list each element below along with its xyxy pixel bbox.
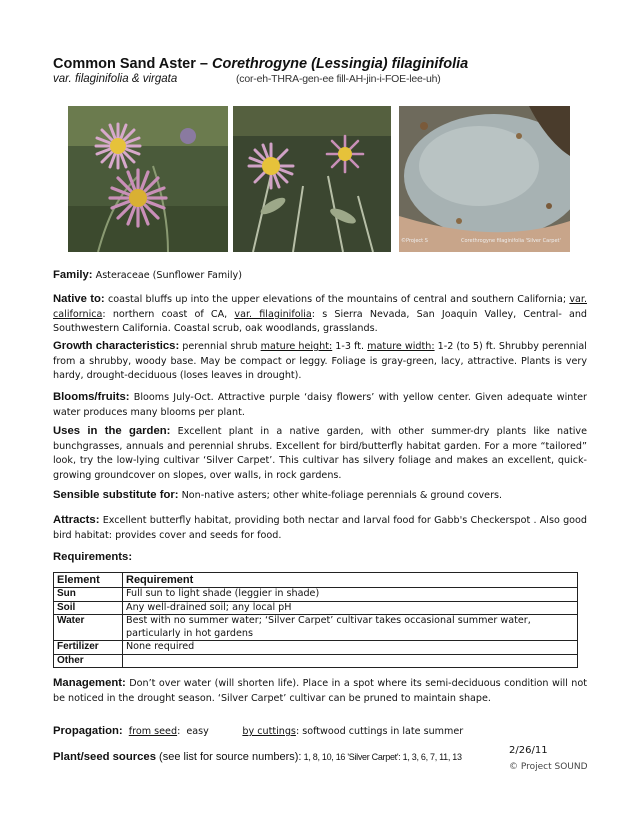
common-name: Common Sand Aster –	[53, 56, 212, 72]
substitute-label: Sensible substitute for:	[53, 489, 179, 501]
requirement-cell: None required	[123, 641, 578, 655]
link-var-filaginifolia: var. filaginifolia	[234, 308, 312, 320]
element-cell: Fertilizer	[54, 641, 123, 655]
photo-aster-flowers	[68, 106, 228, 252]
native-label: Native to:	[53, 293, 105, 305]
native-text-1: coastal bluffs up into the upper elevations of the mountains of central and southern California;	[104, 294, 570, 305]
element-cell: Other	[54, 654, 123, 668]
attracts-label: Attracts:	[53, 514, 100, 526]
table-header-requirement: Requirement	[123, 573, 578, 588]
blooms-section	[53, 390, 587, 420]
propagation-section	[53, 724, 587, 740]
requirement-cell: Best with no summer water; ‘Silver Carpet’ cultivar takes occasional summer water, particularly in hot gardens	[123, 615, 578, 641]
mature-height-label: mature height:	[260, 341, 333, 352]
sources-text: 1, 8, 10, 16 'Silver Carpet': 1, 3, 6, 7, 11, 13	[301, 752, 462, 762]
family-text: Asteraceae (Sunflower Family)	[95, 270, 242, 281]
sources-paren: (see list for source numbers):	[155, 751, 302, 763]
mature-width: 1-2 (to 5) ft.	[434, 341, 496, 352]
photo-caption: Corethrogyne filaginifolia 'Silver Carpet'	[461, 238, 561, 244]
requirement-cell: Any well-drained soil; any local pH	[123, 601, 578, 615]
substitute-section	[53, 488, 587, 504]
table-row	[54, 601, 578, 615]
varieties: var. filaginifolia & virgata	[53, 73, 178, 85]
table-row	[54, 654, 578, 668]
blooms-text: Blooms July-Oct. Attractive purple ‘daisy flowers’ with yellow center. Given adequate winter water produces many blooms per plant.	[53, 392, 587, 418]
table-row	[54, 615, 578, 641]
element-cell: Sun	[54, 588, 123, 602]
footer-date: 2/26/11	[509, 745, 548, 756]
uses-text: Excellent plant in a native garden, with other summer-dry plants like native bunchgrasses, annuals and perennial shrubs. Excellent for bird/butterfly habitat garden. For a more “tailored” look, try the low-lying cultivar ‘Silver Carpet’. This cultivar has silvery foliage and makes an excellent, quick-growing groundcover on slopes, over walls, in rock gardens.	[53, 426, 587, 481]
by-cuttings-label: by cuttings	[242, 726, 296, 737]
native-text-2: : northern coast of CA,	[102, 308, 235, 320]
table-header-row	[54, 573, 578, 588]
requirement-cell	[123, 654, 578, 668]
element-cell: Soil	[54, 601, 123, 615]
photo-aster-plant	[233, 106, 391, 252]
management-text: Don’t over water (will shorten life). Place in a spot where its semi-deciduous condition will not be noticed in the drought season. ‘Silver Carpet’ cultivar can be pruned to maintain shape.	[53, 678, 587, 704]
growth-label: Growth characteristics:	[53, 340, 180, 352]
scientific-name: Corethrogyne (Lessingia) filaginifolia	[212, 56, 469, 72]
requirements-table	[53, 572, 578, 668]
element-cell: Water	[54, 615, 123, 641]
from-seed-text: : easy	[177, 726, 243, 737]
requirement-cell: Full sun to light shade (leggier in shade)	[123, 588, 578, 602]
by-cuttings-text: : softwood cuttings in late summer	[295, 726, 464, 737]
attracts-section	[53, 513, 587, 543]
table-row	[54, 641, 578, 655]
native-text-3: : s Sierra Nevada, San Joaquin Valley, Central- and Southwestern California. Coastal scrub, oak woodlands, grasslands.	[53, 308, 588, 334]
footer-copyright: © Project SOUND	[509, 762, 588, 772]
link-var-californica: var. californica	[53, 294, 587, 320]
page-title	[53, 56, 468, 72]
sources-label: Plant/seed sources	[53, 751, 156, 763]
sources-section	[53, 745, 462, 764]
substitute-text: Non-native asters; other white-foliage perennials & ground covers.	[178, 490, 503, 501]
growth-text-1: perennial shrub	[179, 341, 261, 352]
table-header-element: Element	[54, 573, 123, 588]
growth-section	[53, 339, 587, 384]
management-section	[53, 676, 587, 706]
photo-silver-carpet	[399, 106, 570, 252]
uses-section	[53, 424, 587, 483]
native-section	[53, 292, 587, 337]
growth-text-2: Shrubby perennial from a shrubby, woody base. May be compact or leggy. Foliage is gray-green, lacy, attractive. Plants is very hardy, drought-deciduous (loses leaves in drought).	[53, 341, 587, 381]
mature-width-label: mature width:	[367, 341, 435, 352]
propagation-label: Propagation:	[53, 725, 123, 737]
table-row	[54, 588, 578, 602]
requirements-label: Requirements:	[53, 551, 133, 563]
from-seed-label: from seed	[128, 726, 178, 737]
blooms-label: Blooms/fruits:	[53, 391, 130, 403]
attracts-text: Excellent butterfly habitat, providing both nectar and larval food for Gabb's Checkerspot . Also good bird habitat: provides cover and seeds for food.	[53, 515, 587, 541]
family-label: Family:	[53, 269, 93, 281]
photo-credit: ©Project S	[401, 238, 428, 244]
family-section	[53, 268, 587, 284]
management-label: Management:	[53, 677, 126, 689]
pronunciation: (cor-eh-THRA-gen-ee fill-AH-jin-i-FOE-lee-uh)	[236, 73, 441, 85]
mature-height: 1-3 ft.	[332, 341, 368, 352]
uses-label: Uses in the garden:	[53, 425, 171, 437]
